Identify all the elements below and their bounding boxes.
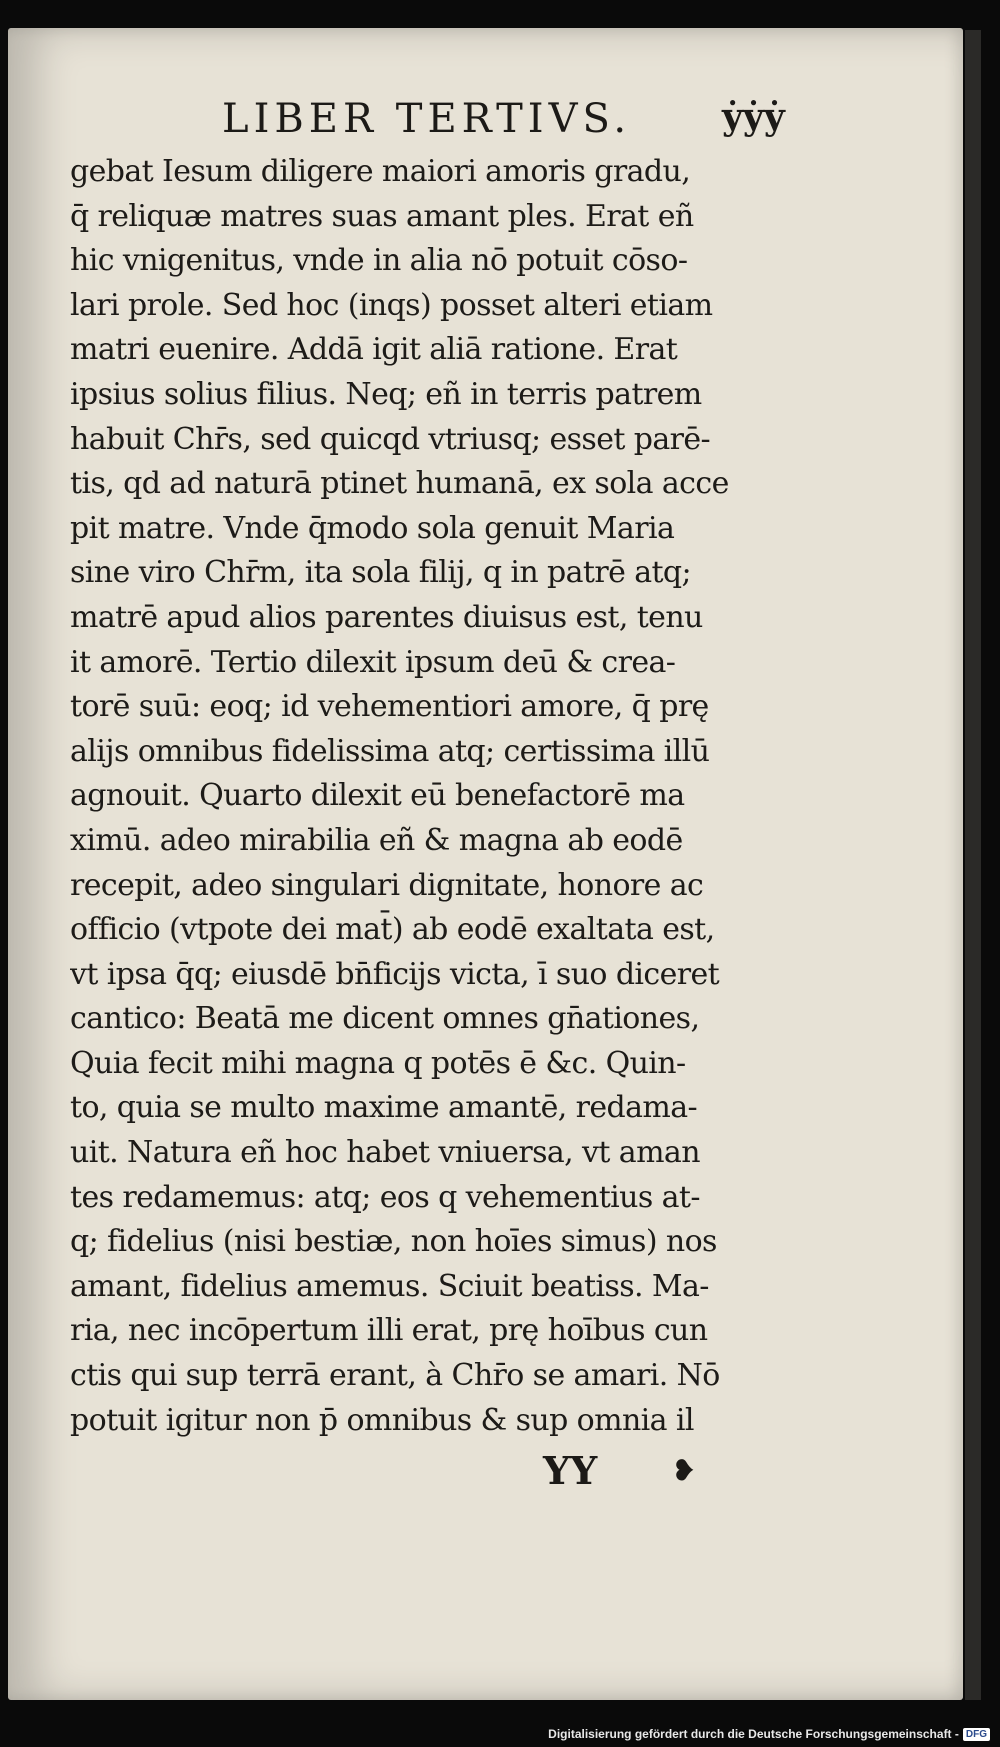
text-line: officio (vtpote dei mat̄) ab eodē exaltata est, [70, 912, 715, 948]
text-line: ria, nec incōpertum illi erat, prę hoībus cun [70, 1313, 708, 1349]
text-line: lari prole. Sed hoc (inqs) posset alteri etiam [70, 287, 713, 323]
credit-text: Digitalisierung gefördert durch die Deutsche Forschungsgemeinschaft - [548, 1727, 959, 1741]
text-line: vt ipsa q̄q; eiusdē bn̄ficijs victa, ī suo diceret [70, 956, 720, 992]
text-line: to, quia se multo maxime amantē, redama- [70, 1090, 698, 1126]
text-line: hic vnigenitus, vnde in alia nō potuit cōso- [70, 243, 688, 279]
text-line: ximū. adeo mirabilia eñ & magna ab eodē [70, 822, 683, 858]
text-line: recepit, adeo singulari dignitate, honore ac [70, 867, 704, 903]
ornament-icon: ❥ [672, 1454, 696, 1487]
text-line: matrē apud alios parentes diuisus est, tenu [70, 599, 703, 635]
text-line: agnouit. Quarto dilexit eū benefactorē ma [70, 778, 685, 814]
text-line: tis, qd ad naturā ptinet humanā, ex sola acce [70, 466, 729, 502]
page-footer [0, 1448, 1000, 1498]
text-line: uit. Natura eñ hoc habet vniuersa, vt aman [70, 1135, 700, 1171]
body-text [70, 150, 790, 1443]
text-line: tes redamemus: atq; eos q vehementius at- [70, 1179, 700, 1215]
text-line: sine viro Chr̄m, ita sola filij, q in patrē atq; [70, 555, 692, 591]
text-line: ipsius solius filius. Neq; eñ in terris patrem [70, 376, 702, 412]
folio-number: ẏẏẏ [722, 96, 785, 138]
text-line: potuit igitur non p̄ omnibus & sup omnia il [70, 1402, 694, 1438]
text-line: Quia fecit mihi magna q potēs ē &c. Quin- [70, 1045, 686, 1081]
text-line: torē suū: eoq; id vehementiori amore, q̄ prę [70, 689, 709, 725]
digitization-credit [548, 1725, 990, 1743]
text-line: habuit Chr̄s, sed quicqd vtriusq; esset parē- [70, 421, 711, 457]
text-line: matri euenire. Addā igit aliā ratione. Erat [70, 332, 678, 368]
dfg-logo: DFG [963, 1728, 990, 1741]
text-line: q; fidelius (nisi bestiæ, non hoīes simus) nos [70, 1224, 717, 1260]
text-line: it amorē. Tertio dilexit ipsum deū & crea- [70, 644, 676, 680]
text-line: alijs omnibus fidelissima atq; certissima illū [70, 733, 710, 769]
text-line: gebat Iesum diligere maiori amoris gradu, [70, 154, 691, 189]
text-line: q̄ reliquæ matres suas amant ples. Erat eñ [70, 198, 694, 234]
text-line: amant, fidelius amemus. Sciuit beatiss. Ma- [70, 1268, 709, 1304]
page-header [0, 96, 1000, 146]
text-line: pit matre. Vnde q̄modo sola genuit Maria [70, 510, 675, 546]
text-line: ctis qui sup terrā erant, à Chr̄o se amari. Nō [70, 1358, 720, 1394]
running-head: LIBER TERTIVS. [222, 96, 632, 142]
signature-mark: YY [543, 1448, 598, 1493]
text-line: cantico: Beatā me dicent omnes gn̄ationes, [70, 1001, 700, 1037]
